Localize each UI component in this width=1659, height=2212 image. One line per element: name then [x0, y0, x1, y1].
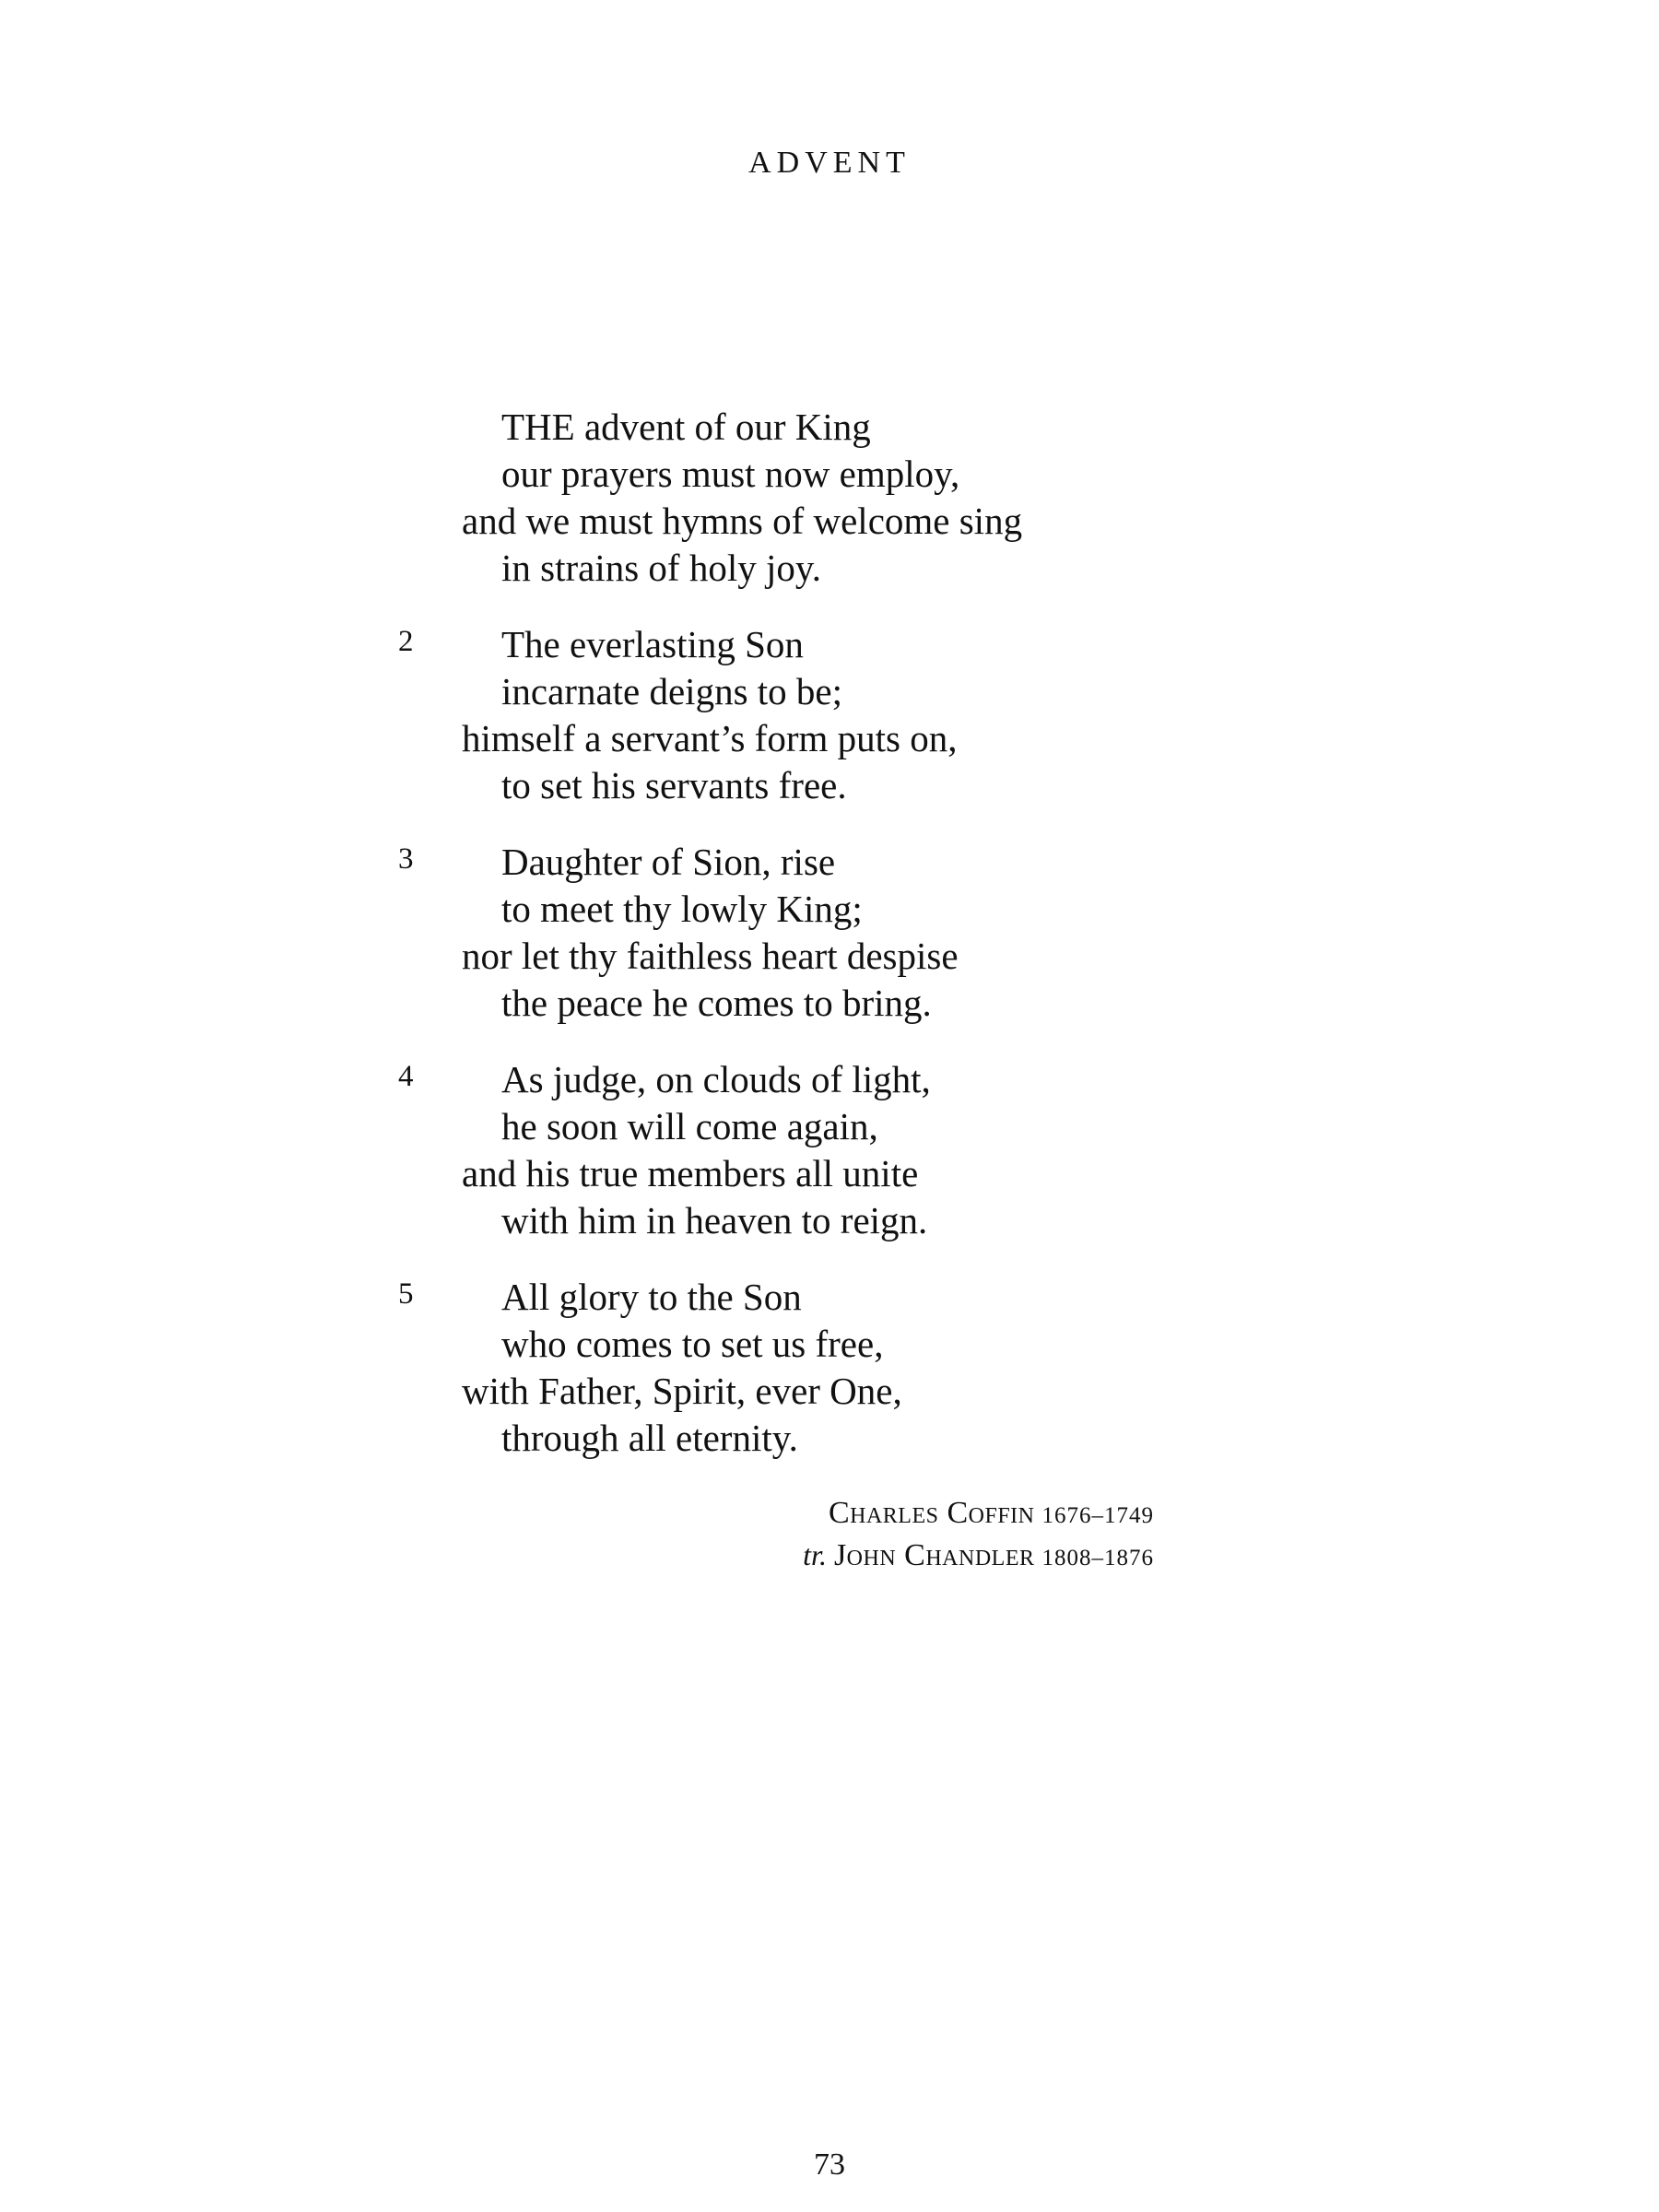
verse-3 — [0, 839, 1659, 1027]
verse-number: 5 — [398, 1277, 414, 1311]
verse-line: through all eternity. — [501, 1417, 798, 1459]
verse-2 — [0, 621, 1659, 809]
author-name: Charles Coffin — [828, 1496, 1035, 1530]
verse-line: with Father, Spirit, ever One, — [462, 1370, 902, 1412]
verse-line: our prayers must now employ, — [501, 453, 960, 495]
translator-years: 1808–1876 — [1041, 1546, 1154, 1571]
verse-number: 4 — [398, 1060, 414, 1093]
verse-line: and we must hymns of welcome sing — [462, 500, 1023, 542]
verse-line: the peace he comes to bring. — [501, 982, 932, 1024]
verse-line: to meet thy lowly King; — [501, 888, 863, 930]
verse-4 — [0, 1056, 1659, 1244]
page-number: 73 — [814, 2147, 845, 2182]
verse-line: As judge, on clouds of light, — [501, 1058, 931, 1100]
verse-line: THE advent of our King — [501, 406, 871, 448]
verse-line: to set his servants free. — [501, 764, 847, 806]
author-credit — [0, 1493, 1154, 1535]
author-years: 1676–1749 — [1041, 1503, 1154, 1528]
verse-line: incarnate deigns to be; — [501, 670, 843, 712]
translator-name: John Chandler — [833, 1538, 1035, 1572]
verse-line: The everlasting Son — [501, 623, 804, 665]
verse-5 — [0, 1274, 1659, 1462]
verse-line: himself a servant’s form puts on, — [462, 717, 958, 759]
verse-1 — [0, 404, 1659, 592]
attribution — [0, 1493, 1154, 1578]
verse-line: who comes to set us free, — [501, 1323, 884, 1365]
section-header: ADVENT — [748, 146, 911, 180]
verse-line: and his true members all unite — [462, 1152, 919, 1194]
translator-prefix: tr. — [803, 1538, 827, 1571]
translator-credit — [0, 1535, 1154, 1578]
verse-number: 2 — [398, 625, 414, 658]
verse-number: 3 — [398, 842, 414, 876]
verse-line: in strains of holy joy. — [501, 547, 821, 589]
verse-line: with him in heaven to reign. — [501, 1199, 928, 1241]
verse-line: nor let thy faithless heart despise — [462, 935, 959, 977]
verse-line: he soon will come again, — [501, 1105, 878, 1147]
verse-line: Daughter of Sion, rise — [501, 841, 836, 883]
verse-line: All glory to the Son — [501, 1276, 802, 1318]
hymn-text — [0, 404, 1659, 1491]
